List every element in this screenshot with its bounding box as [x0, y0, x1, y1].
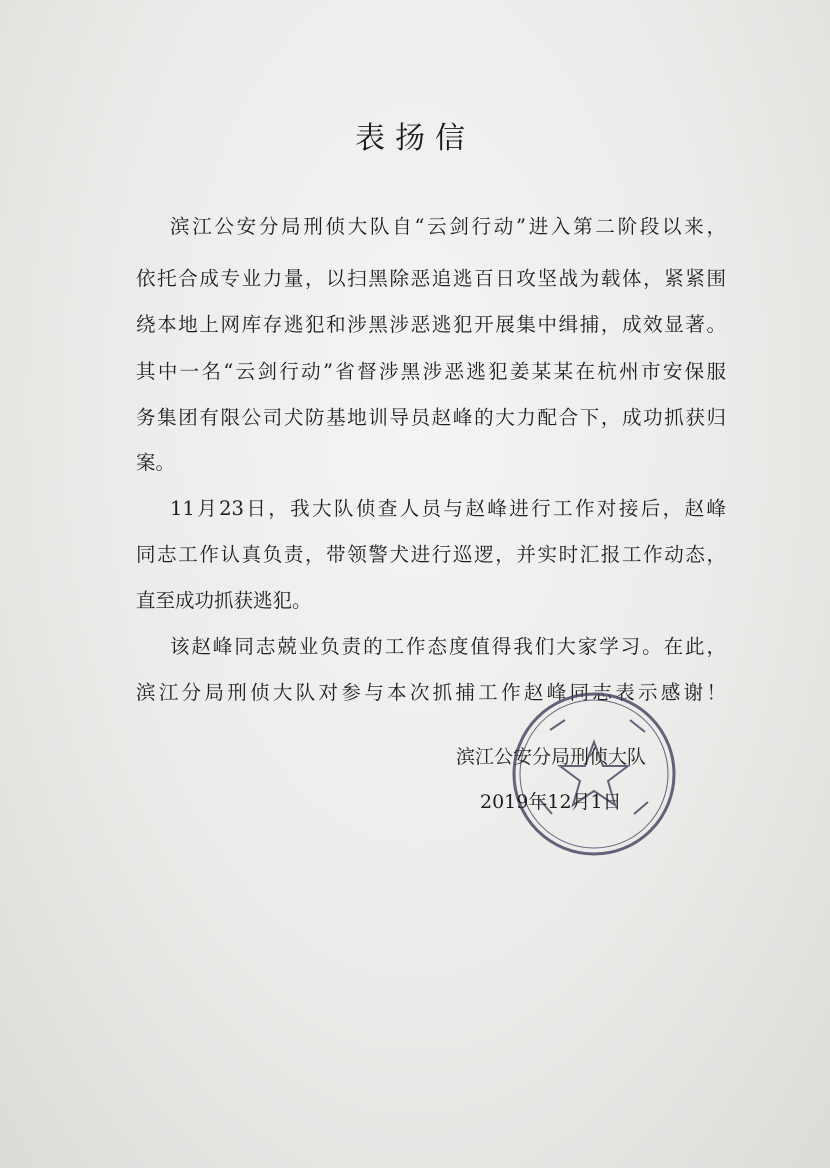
body-line: 该赵峰同志兢业负责的工作态度值得我们大家学习。在此，: [170, 635, 726, 658]
letter-date: 2019年12月1日: [480, 791, 622, 813]
body-line: 案。: [136, 451, 176, 474]
letter-title: 表扬信: [355, 121, 475, 156]
body-line: 其中一名“云剑行动”省督涉黑涉恶逃犯姜某某在杭州市安保服: [136, 360, 726, 383]
signature: 滨江公安分局刑侦大队: [456, 746, 647, 768]
body-line: 11月23日，我大队侦查人员与赵峰进行工作对接后，赵峰: [170, 497, 726, 520]
body-line: 依托合成专业力量，以扫黑除恶追逃百日攻坚战为载体，紧紧围: [136, 267, 726, 290]
body-line: 滨江分局刑侦大队对参与本次抓捕工作赵峰同志表示感谢！: [136, 681, 726, 704]
body-line: 绕本地上网库存逃犯和涉黑涉恶逃犯开展集中缉捕，成效显著。: [136, 313, 726, 336]
body-line: 直至成功抓获逃犯。: [136, 589, 312, 612]
body-line: 同志工作认真负责，带领警犬进行巡逻，并实时汇报工作动态，: [136, 543, 726, 566]
body-line: 滨江公安分局刑侦大队自“云剑行动”进入第二阶段以来，: [170, 215, 726, 238]
body-line: 务集团有限公司犬防基地训导员赵峰的大力配合下，成功抓获归: [136, 406, 726, 429]
official-seal-icon: [510, 690, 678, 858]
